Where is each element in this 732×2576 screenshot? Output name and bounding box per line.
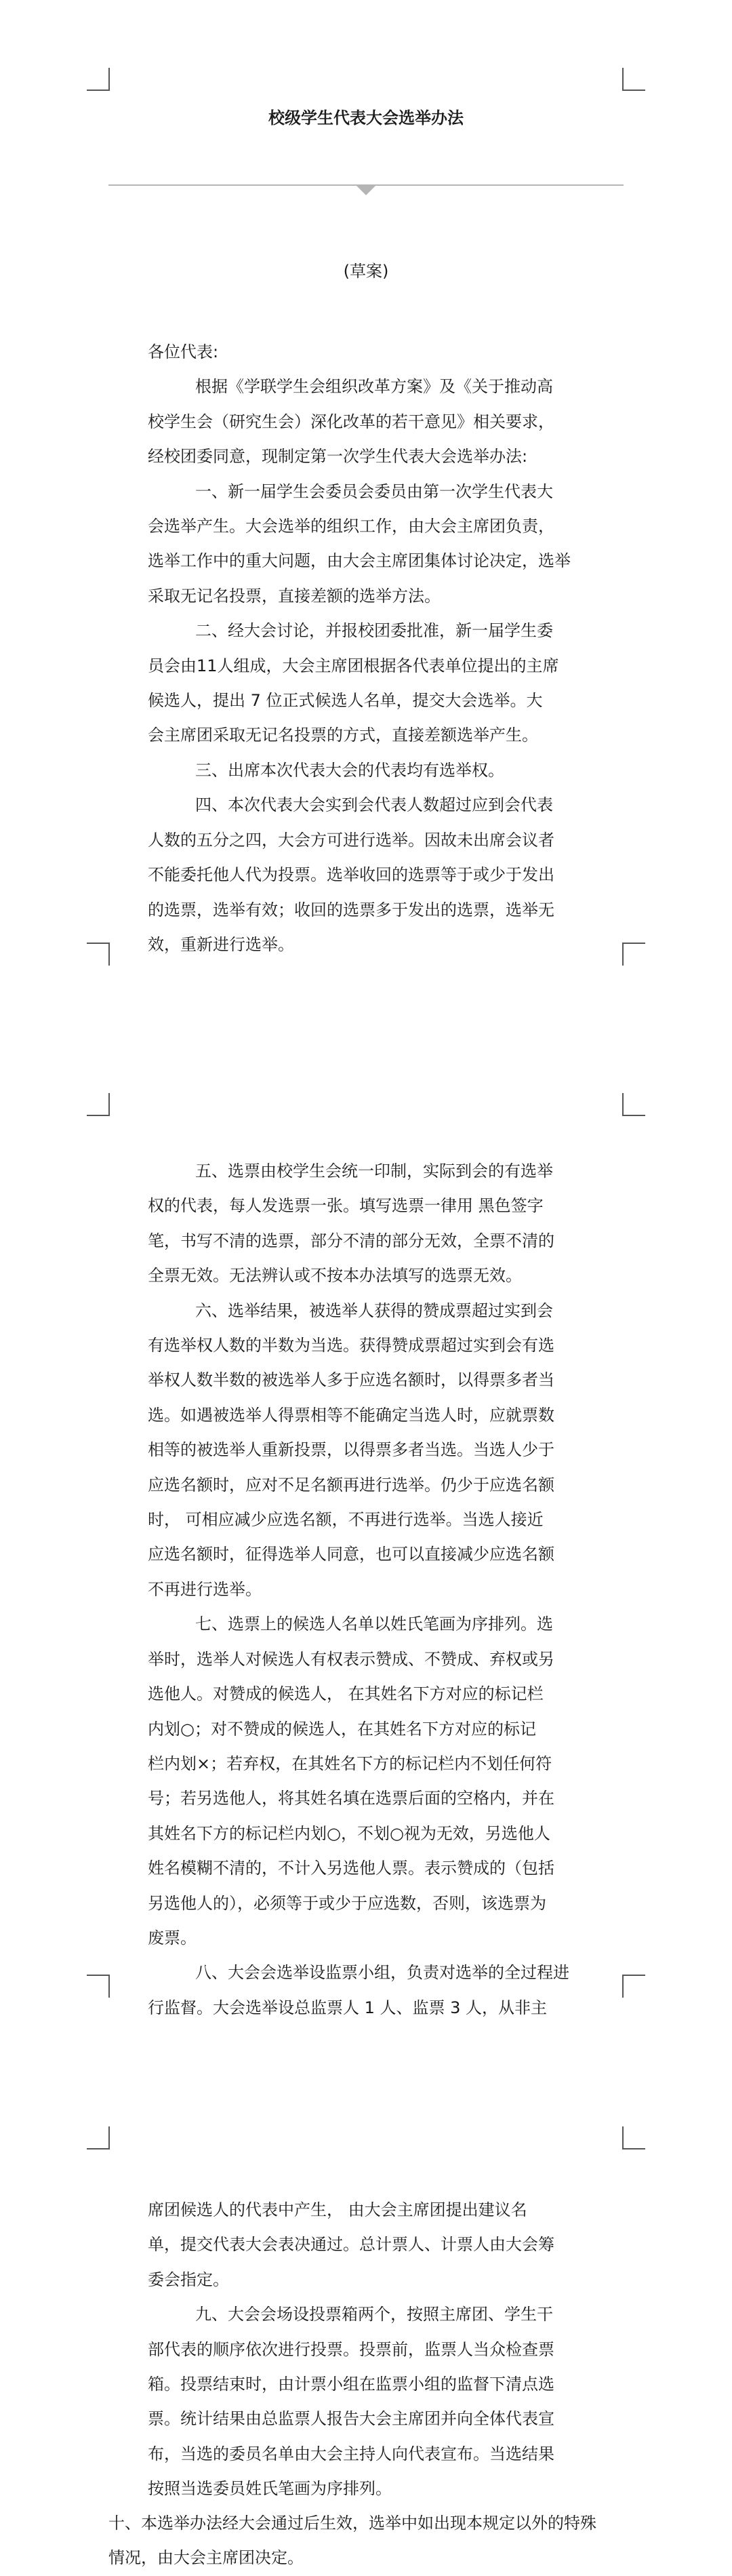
document-subtitle: (草案) xyxy=(343,262,389,281)
text-line: 布，当选的委员名单由大会主持人向代表宣布。当选结果 xyxy=(148,2444,554,2463)
crop-mark-top-right-p1 xyxy=(622,68,645,91)
crop-mark-bottom-left-p2 xyxy=(87,1975,110,1998)
text-line: 采取无记名投票，直接差额的选举方法。 xyxy=(148,586,441,606)
text-line: 废票。 xyxy=(148,1928,197,1947)
text-line: 十、本选举办法经大会通过后生效，选举中如出现本规定以外的特殊 xyxy=(108,2514,596,2533)
text-line: 票。统计结果由总监票人报告大会主席团并向全体代表宣 xyxy=(148,2409,554,2429)
text-line: 席团候选人的代表中产生， 由大会主席团提出建议名 xyxy=(148,2200,527,2219)
text-line: 八、大会会选举设监票小组，负责对选举的全过程进 xyxy=(195,1963,569,1983)
text-line: 二、经大会讨论，并报校团委批准，新一届学生委 xyxy=(195,621,553,641)
document-title: 校级学生代表大会选举办法 xyxy=(268,108,464,127)
text-line: 各位代表: xyxy=(148,342,219,361)
text-line: 不再进行选举。 xyxy=(148,1579,262,1599)
text-line: 三、出席本次代表大会的代表均有选举权。 xyxy=(195,760,504,780)
text-line: 单，提交代表大会表决通过。总计票人、计票人由大会筹 xyxy=(148,2235,554,2255)
page-1-body xyxy=(148,335,582,962)
text-line: 号；若另选他人，将其姓名填在选票后面的空格内，并在 xyxy=(148,1789,554,1808)
text-line: 选举工作中的重大问题，由大会主席团集体讨论决定，选举 xyxy=(148,551,571,571)
text-line: 会主席团采取无记名投票的方式，直接差额选举产生。 xyxy=(148,726,538,745)
text-line: 七、选票上的候选人名单以姓氏笔画为序排列。选 xyxy=(195,1614,553,1634)
text-line: 举权人数半数的被选举人多于应选名额时，以得票多者当 xyxy=(148,1370,554,1390)
crop-mark-top-left-p3 xyxy=(87,2126,110,2149)
text-line: 举时，选举人对候选人有权表示赞成、不赞成、弃权或另 xyxy=(148,1649,554,1669)
crop-mark-bottom-right-p2 xyxy=(622,1975,645,1998)
text-line: 候选人，提出 7 位正式候选人名单，提交大会选举。大 xyxy=(148,691,543,711)
text-line: 栏内划×；若弃权，在其姓名下方的标记栏内不划任何符 xyxy=(148,1753,552,1773)
page-3-body xyxy=(148,2193,582,2507)
text-line: 会选举产生。大会选举的组织工作，由大会主席团负责， xyxy=(148,517,554,536)
text-line: 笔，书写不清的选票，部分不清的部分无效，全票不清的 xyxy=(148,1231,554,1250)
text-line: 权的代表，每人发选票一张。填写选票一律用 黑色签字 xyxy=(148,1196,544,1216)
text-line: 内划○；对不赞成的候选人，在其姓名下方对应的标记 xyxy=(148,1719,536,1739)
text-line: 应选名额时，征得选举人同意，也可以直接减少应选名额 xyxy=(148,1545,554,1564)
text-line: 员会由11人组成，大会主席团根据各代表单位提出的主席 xyxy=(148,656,559,675)
text-line: 选。如遇被选举人得票相等不能确定当选人时，应就票数 xyxy=(148,1405,554,1425)
text-line: 相等的被选举人重新投票，以得票多者当选。当选人少于 xyxy=(148,1440,554,1460)
text-line: 委会指定。 xyxy=(148,2270,229,2289)
text-line: 有选举权人数的半数为当选。获得赞成票超过实到会有选 xyxy=(148,1336,554,1355)
text-line: 姓名模糊不清的，不计入另选他人票。表示赞成的（包括 xyxy=(148,1859,554,1878)
final-clause xyxy=(108,2506,651,2576)
text-line: 五、选票由校学生会统一印制，实际到会的有选举 xyxy=(195,1162,553,1181)
text-line: 一、新一届学生会委员会委员由第一次学生代表大 xyxy=(195,481,553,501)
text-line: 效，重新进行选举。 xyxy=(148,934,294,954)
text-line: 九、大会会场设投票箱两个，按照主席团、学生干 xyxy=(195,2305,553,2324)
text-line: 的选票，选举有效；收回的选票多于发出的选票，选举无 xyxy=(148,900,554,919)
page-2-body xyxy=(148,1154,582,2025)
text-line: 人数的五分之四，大会方可进行选举。因故未出席会议者 xyxy=(148,830,554,850)
text-line: 其姓名下方的标记栏内划○，不划○视为无效，另选他人 xyxy=(148,1823,550,1843)
text-line: 全票无效。无法辨认或不按本办法填写的选票无效。 xyxy=(148,1266,522,1286)
text-line: 经校团委同意，现制定第一次学生代表大会选举办法: xyxy=(148,447,528,467)
text-line: 按照当选委员姓氏笔画为序排列。 xyxy=(148,2479,392,2499)
text-line: 情况，由大会主席团决定。 xyxy=(108,2548,304,2568)
text-line: 四、本次代表大会实到会代表人数超过应到会代表 xyxy=(195,795,553,815)
text-line: 行监督。大会选举设总监票人 1 人、监票 3 人，从非主 xyxy=(148,1998,548,2017)
collapse-arrow-icon[interactable] xyxy=(357,186,375,195)
crop-mark-bottom-right-p1 xyxy=(622,943,645,966)
text-line: 另选他人的），必须等于或少于应选数，否则，该选票为 xyxy=(148,1893,546,1913)
crop-mark-top-left-p2 xyxy=(87,1093,110,1116)
text-line: 箱。投票结束时，由计票小组在监票小组的监督下清点选 xyxy=(148,2375,554,2394)
crop-mark-top-right-p3 xyxy=(622,2126,645,2149)
crop-mark-bottom-left-p1 xyxy=(87,943,110,966)
text-line: 部代表的顺序依次进行投票。投票前，监票人当众检查票 xyxy=(148,2339,554,2359)
crop-mark-top-right-p2 xyxy=(622,1093,645,1116)
text-line: 六、选举结果，被选举人获得的赞成票超过实到会 xyxy=(195,1301,553,1320)
text-line: 选他人。对赞成的候选人， 在其姓名下方对应的标记栏 xyxy=(148,1684,544,1704)
text-line: 时， 可相应减少应选名额，不再进行选举。当选人接近 xyxy=(148,1510,544,1530)
text-line: 根据《学联学生会组织改革方案》及《关于推动高 xyxy=(195,377,553,397)
text-line: 应选名额时，应对不足名额再进行选举。仍少于应选名额 xyxy=(148,1475,554,1494)
crop-mark-top-left-p1 xyxy=(87,68,110,91)
text-line: 校学生会（研究生会）深化改革的若干意见》相关要求， xyxy=(148,412,554,431)
text-line: 不能委托他人代为投票。选举收回的选票等于或少于发出 xyxy=(148,865,554,885)
